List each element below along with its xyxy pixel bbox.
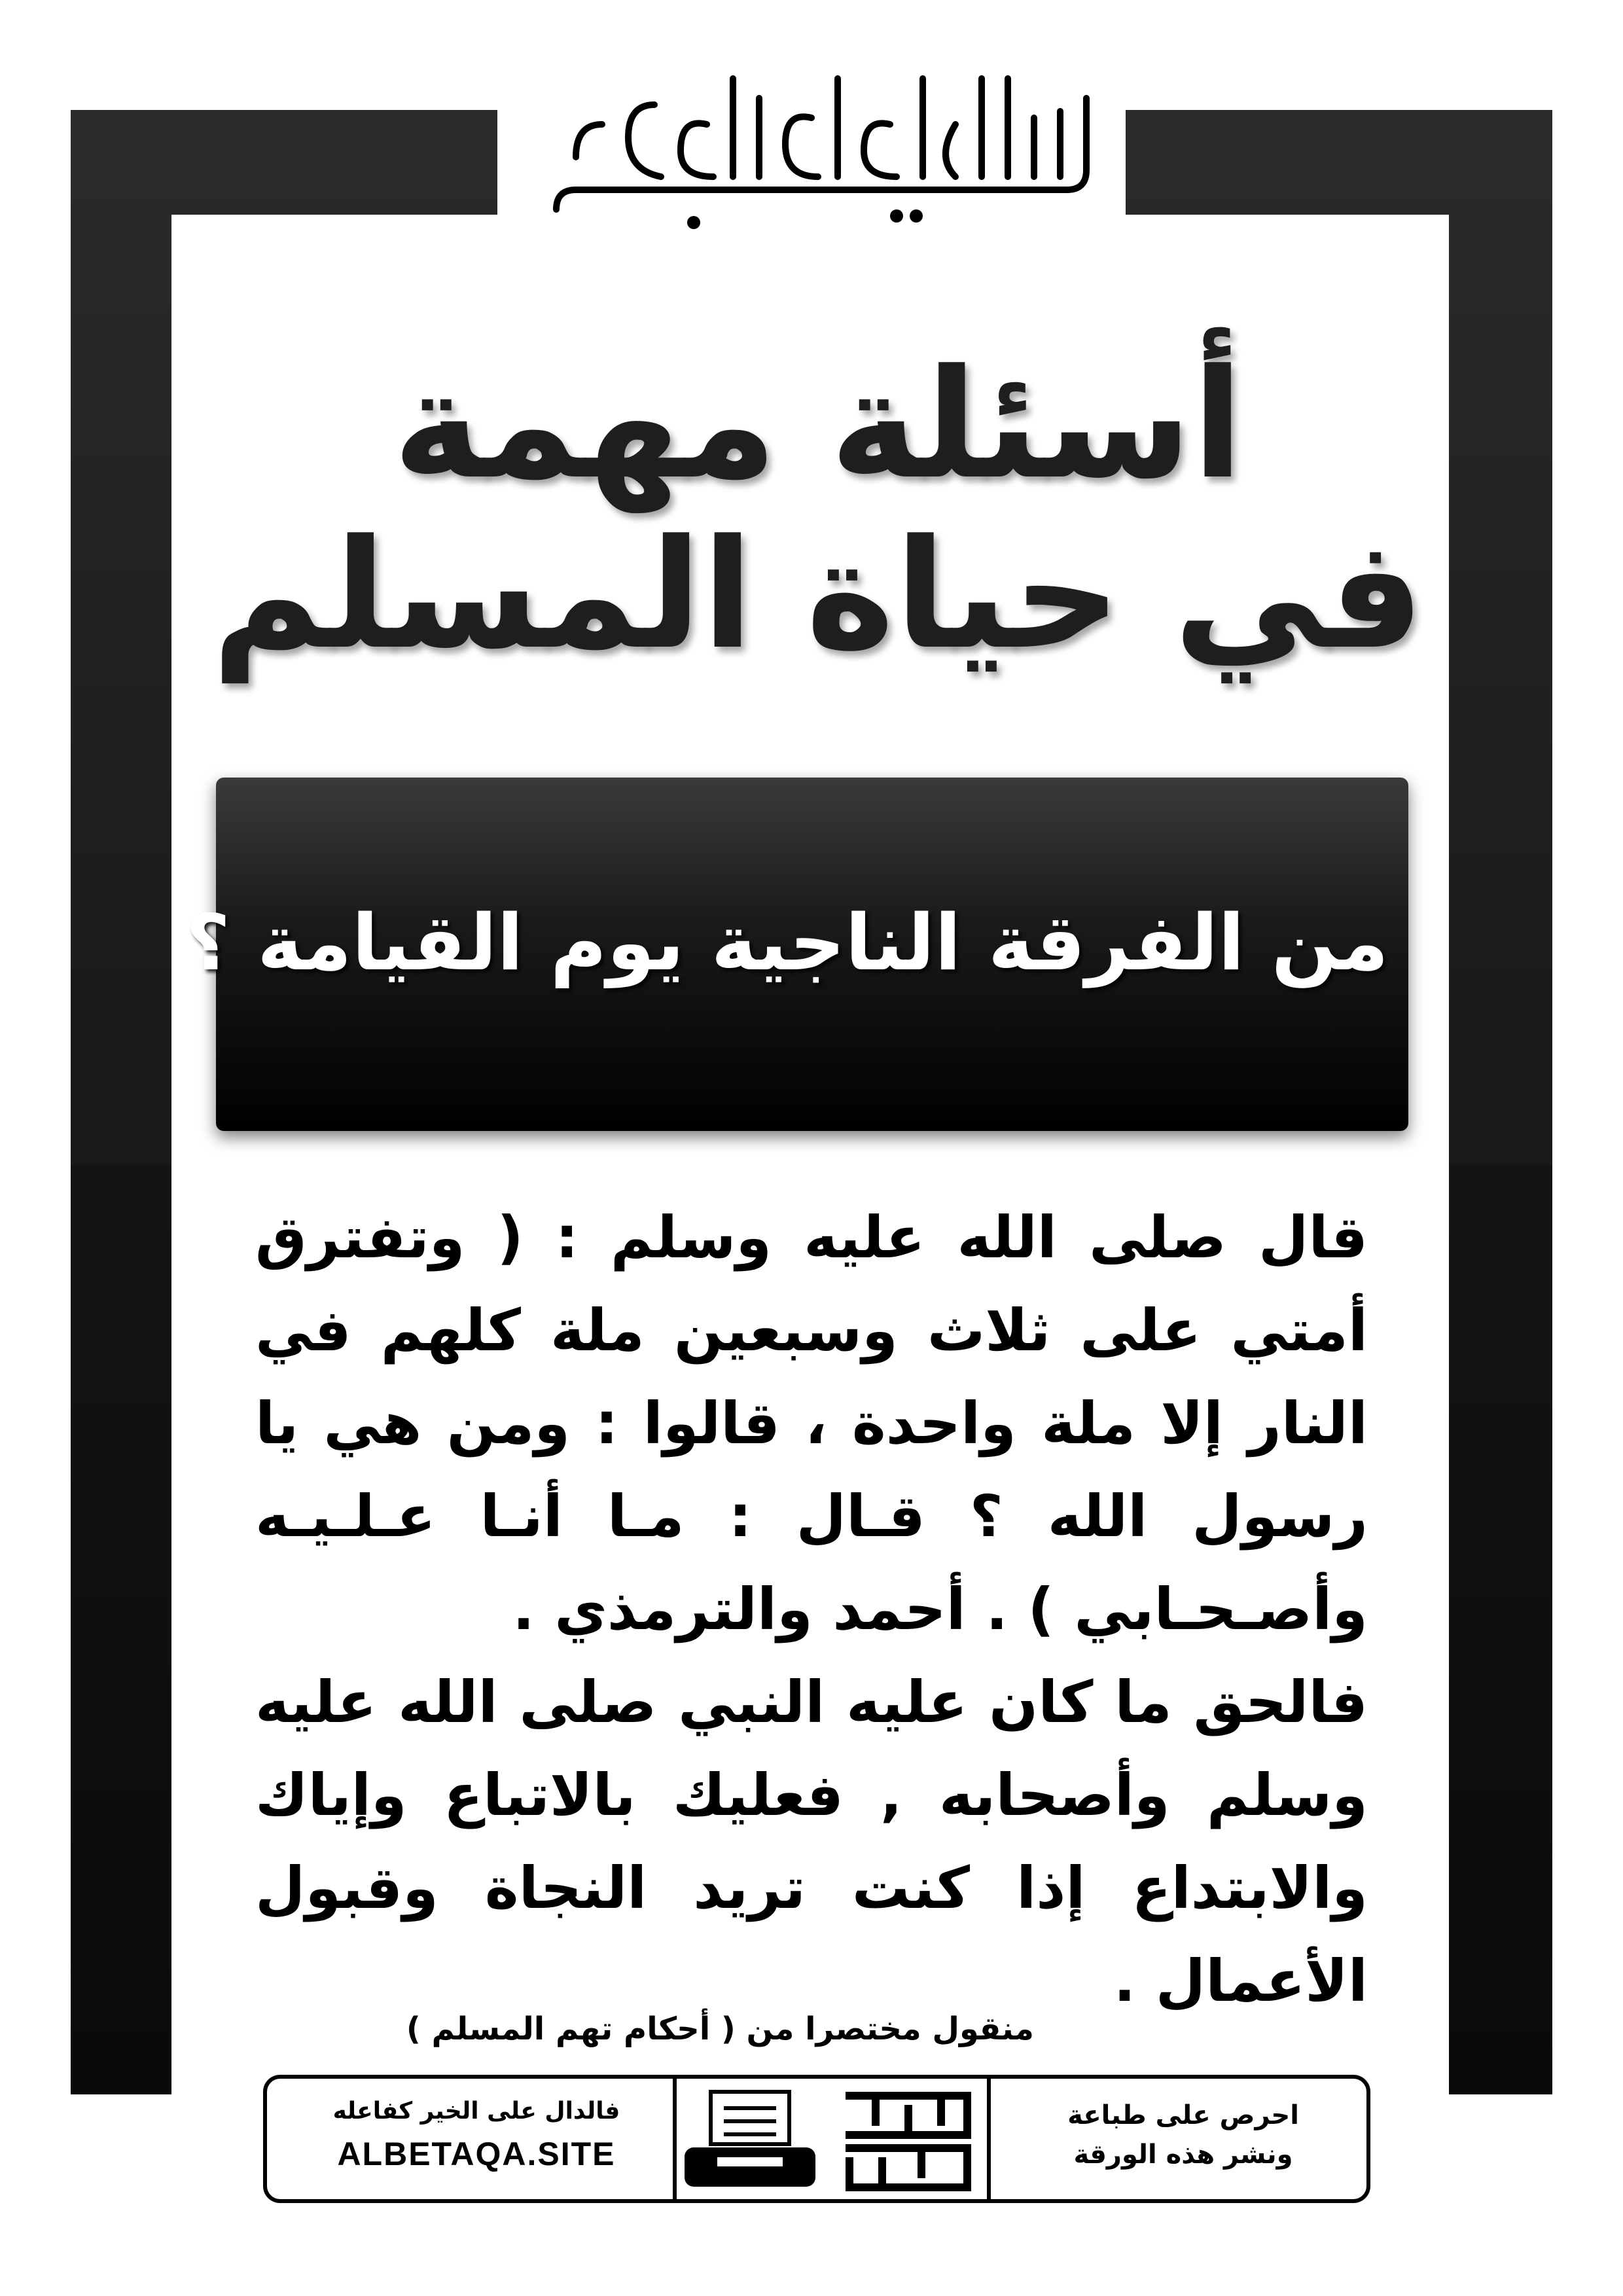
footer-box bbox=[263, 2075, 1370, 2203]
body-text bbox=[255, 1191, 1368, 2015]
page-title bbox=[211, 308, 1425, 713]
frame-side-right bbox=[1449, 1165, 1552, 2094]
question-heading: من الفرقة الناجية يوم القيامة ؟ bbox=[185, 897, 1389, 988]
dawat-alwaraqa-logo bbox=[836, 2083, 980, 2200]
footer-site-block bbox=[293, 2092, 660, 2190]
footer-divider-right bbox=[987, 2079, 991, 2199]
footer-site-link[interactable]: ALBETAQA.SITE bbox=[337, 2136, 616, 2172]
footer-proverb: فالدال على الخير كفاعله bbox=[332, 2098, 620, 2125]
body-paragraph-conclusion: فالحق ما كان عليه النبي صلى الله عليه وسلم وأصحابه , فعليك بالاتباع وإياك والابتداع إذا كنت تريد النجاة وقبول الأعمال . bbox=[255, 1668, 1368, 2015]
source-citation: منقول مختصرا من ( أحكام تهم المسلم ) bbox=[406, 2011, 1034, 2047]
footer-call-to-action bbox=[1039, 2096, 1327, 2187]
basmala-calligraphy bbox=[497, 39, 1126, 249]
title-line-2: في حياة المسلم bbox=[211, 508, 1425, 683]
printer-icon bbox=[678, 2085, 822, 2197]
body-paragraph-hadith: قال صلى الله عليه وسلم : ( وتفترق أمتي على ثلاث وسبعين ملة كلهم في النار إلا ملة واحدة ، قالوا : ومن هي يا رسول الله ؟ قـال : مـا أنـا عـلـيـه وأصـحـابي ) . أحمد والترمذي . bbox=[255, 1204, 1368, 1643]
footer-divider-left bbox=[673, 2079, 677, 2199]
title-line-1: أسئلة مهمة bbox=[392, 338, 1244, 512]
footer-cta-line-2: ونشر هذه الورقة bbox=[1073, 2140, 1293, 2170]
footer-cta-line-1: احرص على طباعة bbox=[1067, 2100, 1299, 2130]
frame-side-left bbox=[71, 1165, 171, 2094]
